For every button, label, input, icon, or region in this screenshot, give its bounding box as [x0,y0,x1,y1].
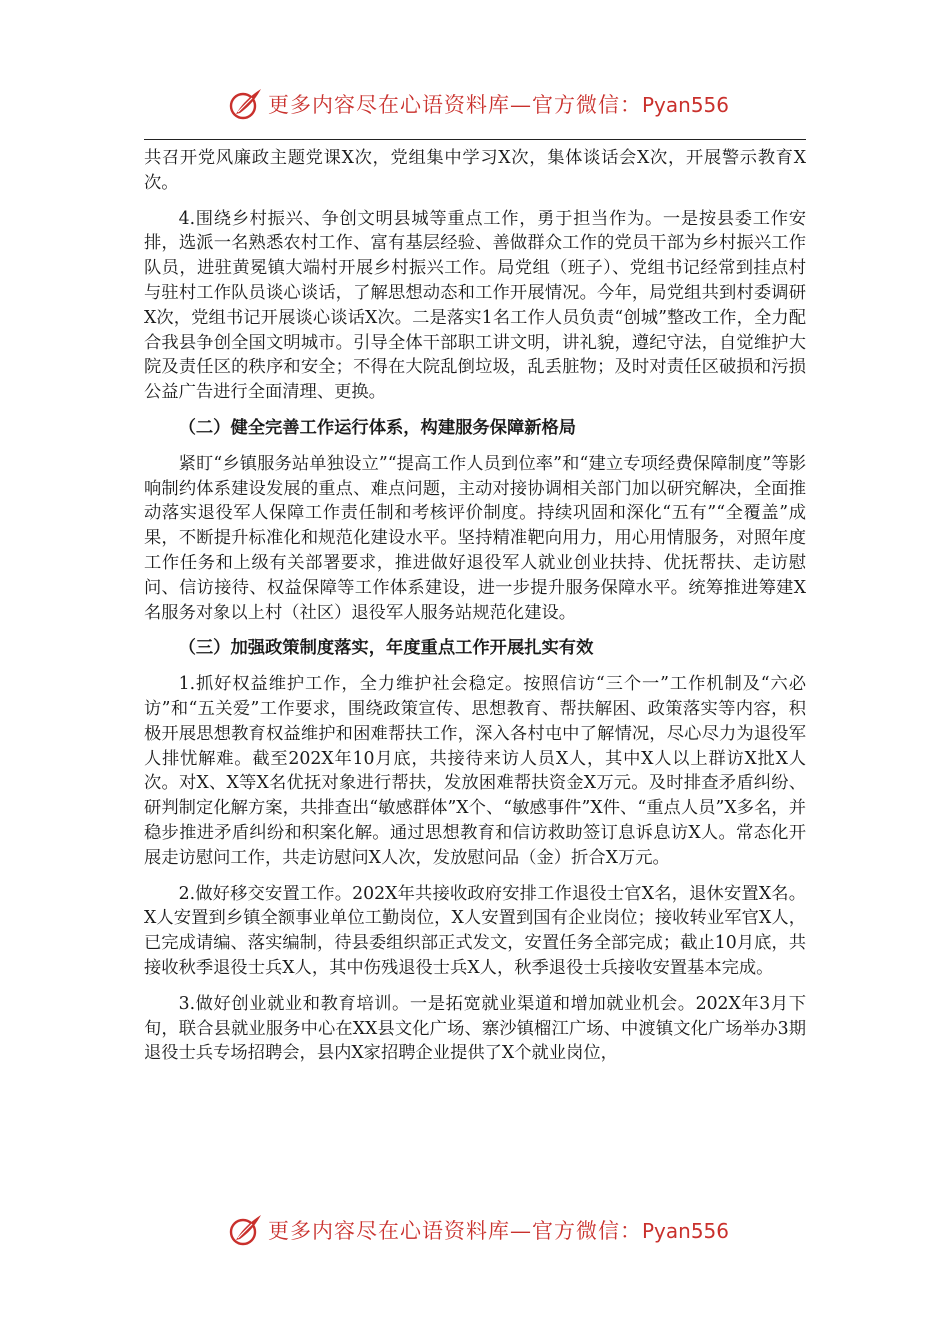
banner-text: 更多内容尽在心语资料库—官方微信：Pyan556 [268,93,730,117]
quill-logo-icon [228,86,264,122]
paragraph-resettlement: 2.做好移交安置工作。202X年共接收政府安排工作退役士官X名，退休安置X名。X人安置到乡镇全额事业单位工勤岗位，X人安置到国有企业岗位；接收转业军官X人，已完成请编、落实编制，待县委组织部正式发文，安置任务全部完成；截止10月底，共接收秋季退役士兵X人，其中伤残退役士兵X人，秋季退役士兵接收安置基本完成。 [144,883,806,978]
header-banner [228,84,729,124]
wechat-handle: Pyan556 [642,1219,730,1243]
section-heading-2: （二）健全完善工作运行体系，构建服务保障新格局 [178,417,577,438]
wechat-handle: Pyan556 [642,93,730,117]
banner-text: 更多内容尽在心语资料库—官方微信：Pyan556 [268,1219,730,1243]
paragraph-continued: 共召开党风廉政主题党课X次，党组集中学习X次，集体谈话会X次，开展警示教育X次。 [144,148,806,193]
header-rule [144,139,806,140]
document-body [144,146,806,1077]
paragraph-service-system: 紧盯“乡镇服务站单独设立”“提高工作人员到位率”和“建立专项经费保障制度”等影响制约体系建设发展的重点、难点问题，主动对接协调相关部门加以研究解决，全面推动落实退役军人保障工作责任制和考核评价制度。持续巩固和深化“五有”“全覆盖”成果，不断提升标准化和规范化建设水平。坚持精准靶向用力，用心用情服务，对照年度工作任务和上级有关部署要求，推进做好退役军人就业创业扶持、优抚帮扶、走访慰问、信访接待、权益保障等工作体系建设，进一步提升服务保障水平。统筹推进筹建X名服务对象以上村（社区）退役军人服务站规范化建设。 [144,453,806,623]
quill-logo-icon [228,1212,264,1248]
paragraph-employment: 3.做好创业就业和教育培训。一是拓宽就业渠道和增加就业机会。202X年3月下旬，联合县就业服务中心在XX县文化广场、寨沙镇榴江广场、中渡镇文化广场举办3期退役士兵专场招聘会，县内X家招聘企业提供了X个就业岗位， [144,993,806,1064]
footer-banner [228,1210,729,1250]
section-heading-3: （三）加强政策制度落实，年度重点工作开展扎实有效 [178,638,594,659]
paragraph-rights-protection: 1.抓好权益维护工作，全力维护社会稳定。按照信访“三个一”工作机制及“六必访”和“五关爱”工作要求，围绕政策宣传、思想教育、帮扶解困、政策落实等内容，积极开展思想教育权益维护和困难帮扶工作，深入各村屯中了解情况，尽心尽力为退役军人排忧解难。截至202X年10月底，共接待来访人员X人，其中X人以上群访X批X人次。对X、X等X名优抚对象进行帮扶，发放困难帮扶资金X万元。及时排查矛盾纠纷、研判制定化解方案，共排查出“敏感群体”X个、“敏感事件”X件、“重点人员”X多名，并稳步推进矛盾纠纷和积案化解。通过思想教育和信访救助签订息诉息访X人。常态化开展走访慰问工作，共走访慰问X人次，发放慰问品（金）折合X万元。 [144,674,806,868]
paragraph-rural-revitalization: 4.围绕乡村振兴、争创文明县城等重点工作，勇于担当作为。一是按县委工作安排，选派一名熟悉农村工作、富有基层经验、善做群众工作的党员干部为乡村振兴工作队员，进驻黄冕镇大端村开展乡村振兴工作。局党组（班子）、党组书记经常到挂点村与驻村工作队员谈心谈话，了解思想动态和工作开展情况。今年，局党组共到村委调研X次，党组书记开展谈心谈话X次。二是落实1名工作人员负责“创城”整改工作，全力配合我县争创全国文明城市。引导全体干部职工讲文明，讲礼貌，遵纪守法，自觉维护大院及责任区的秩序和安全；不得在大院乱倒垃圾，乱丢脏物；及时对责任区破损和污损公益广告进行全面清理、更换。 [144,208,806,403]
